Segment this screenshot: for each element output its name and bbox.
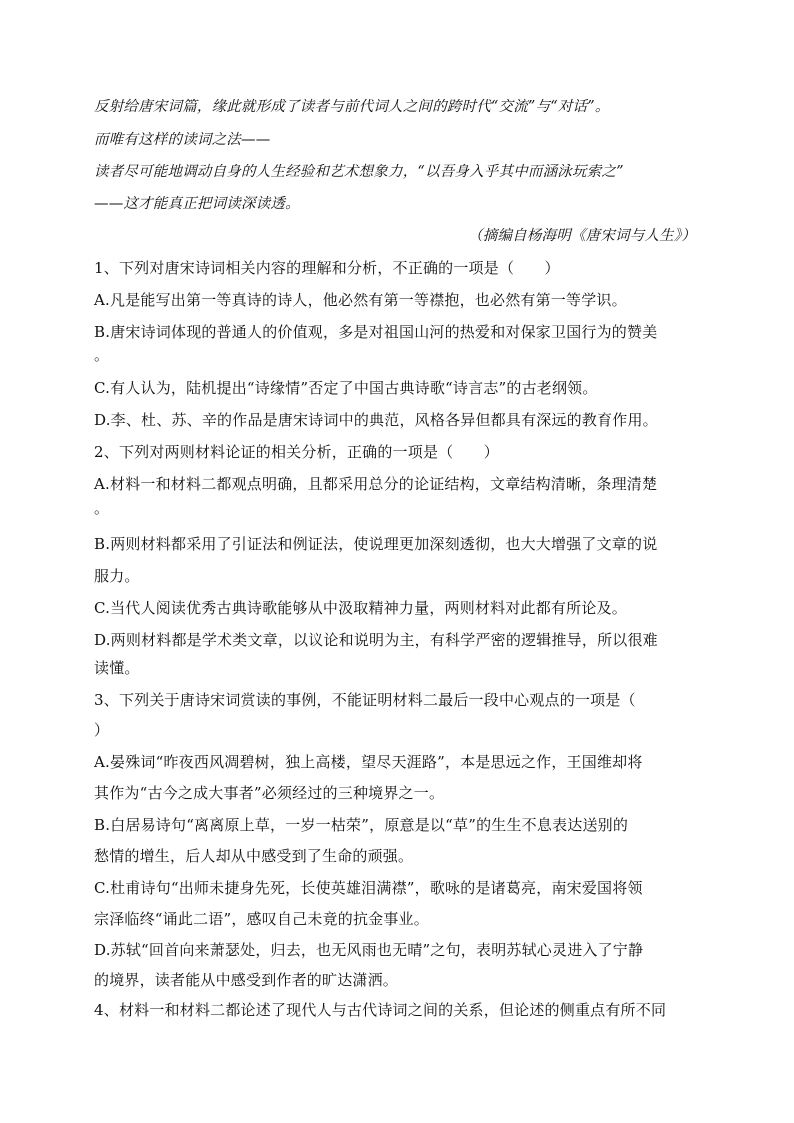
question-1-option-b-cont: 。 bbox=[94, 346, 110, 364]
question-2-option-d: D.两则材料都是学术类文章，以议论和说明为主，有科学严密的逻辑推导，所以很难 bbox=[94, 631, 658, 649]
question-1-option-a: A.凡是能写出第一等真诗的诗人，他必然有第一等襟抱，也必然有第一等学识。 bbox=[94, 291, 627, 309]
question-2-option-d-cont: 读懂。 bbox=[94, 659, 140, 677]
passage-line-3: 读者尽可能地调动自身的人生经验和艺术想象力，“以吾身入乎其中而涵泳玩索之” bbox=[94, 164, 624, 180]
passage-source: （摘编自杨海明《唐宋词与人生》） bbox=[468, 228, 696, 244]
passage-line-2: 而唯有这样的读词之法—— bbox=[94, 132, 271, 148]
question-3-option-a: A.晏殊词“昨夜西风凋碧树，独上高楼，望尽天涯路”，本是思远之作，王国维却将 bbox=[94, 753, 643, 771]
question-1-stem: 1、下列对唐宋诗词相关内容的理解和分析，不正确的一项是（ ） bbox=[94, 259, 560, 277]
question-2-option-b-cont: 服力。 bbox=[94, 567, 140, 585]
question-1-option-b: B.唐宋诗词体现的普通人的价值观，多是对祖国山河的热爱和对保家卫国行为的赞美 bbox=[94, 323, 658, 341]
question-1-option-d: D.李、杜、苏、辛的作品是唐宋诗词中的典范，风格各异但都具有深远的教育作用。 bbox=[94, 411, 658, 429]
question-3-stem-cont: ） bbox=[94, 721, 110, 739]
question-2-stem: 2、下列对两则材料论证的相关分析，正确的一项是（ ） bbox=[94, 443, 499, 461]
passage-line-4: ——这才能真正把词读深读透。 bbox=[94, 196, 300, 212]
question-2-option-a-cont: 。 bbox=[94, 499, 110, 517]
question-3-option-c-cont: 宗泽临终“诵此二语”，感叹自己未竟的抗金事业。 bbox=[94, 910, 429, 928]
question-3-option-b-cont: 愁情的增生，后人却从中感受到了生命的顽强。 bbox=[94, 847, 414, 865]
question-3-option-b: B.白居易诗句“离离原上草，一岁一枯荣”，原意是以“草”的生生不息表达送别的 bbox=[94, 816, 629, 834]
question-4-stem: 4、材料一和材料二都论述了现代人与古代诗词之间的关系，但论述的侧重点有所不同 bbox=[94, 1001, 667, 1019]
question-3-stem: 3、下列关于唐诗宋词赏读的事例，不能证明材料二最后一段中心观点的一项是（ bbox=[94, 691, 636, 709]
question-2-option-c: C.当代人阅读优秀古典诗歌能够从中汲取精神力量，两则材料对此都有所论及。 bbox=[94, 599, 627, 617]
question-3-option-a-cont: 其作为“古今之成大事者”必须经过的三种境界之一。 bbox=[94, 784, 445, 802]
question-2-option-b: B.两则材料都采用了引证法和例证法，使说理更加深刻透彻，也大大增强了文章的说 bbox=[94, 535, 658, 553]
question-1-option-c: C.有人认为，陆机提出“诗缘情”否定了中国古典诗歌“诗言志”的古老纲领。 bbox=[94, 379, 598, 397]
passage-line-1: 反射给唐宋词篇，缘此就形成了读者与前代词人之间的跨时代“交流”与“对话”。 bbox=[94, 99, 610, 115]
question-3-option-d: D.苏轼“回首向来萧瑟处，归去，也无风雨也无晴”之句，表明苏轼心灵进入了宁静 bbox=[94, 941, 644, 959]
question-2-option-a: A.材料一和材料二都观点明确，且都采用总分的论证结构，文章结构清晰，条理清楚 bbox=[94, 475, 658, 493]
question-3-option-c: C.杜甫诗句“出师未捷身先死，长使英雄泪满襟”，歌咏的是诸葛亮，南宋爱国将领 bbox=[94, 879, 643, 897]
question-3-option-d-cont: 的境界，读者能从中感受到作者的旷达潇洒。 bbox=[94, 971, 399, 989]
